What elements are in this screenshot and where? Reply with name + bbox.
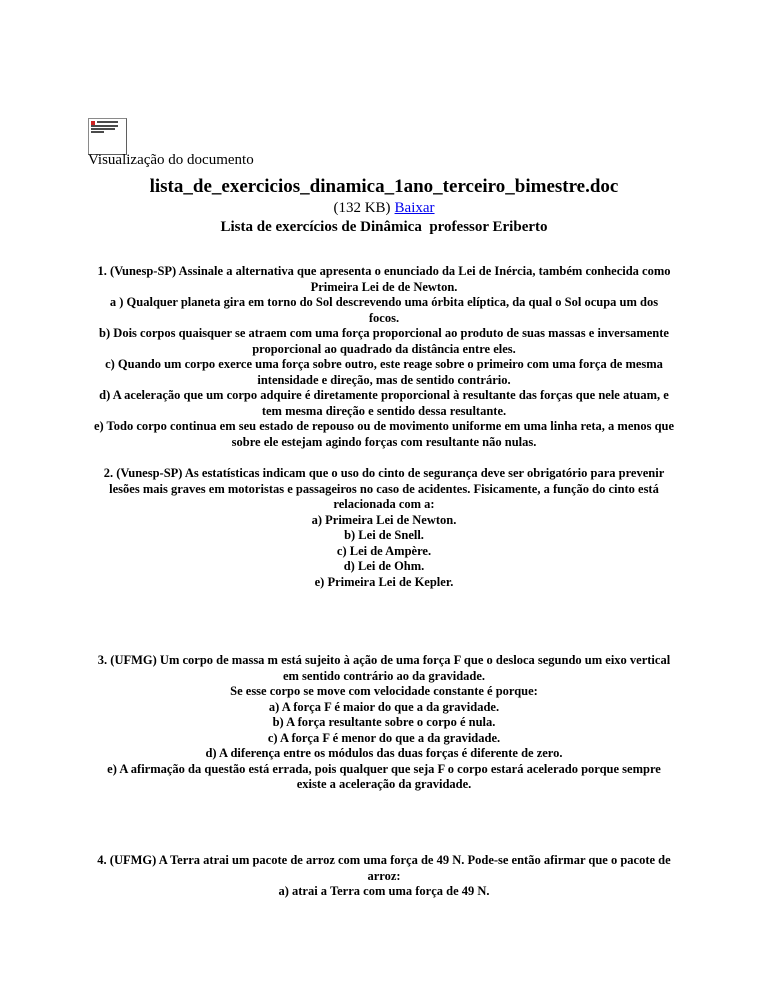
thumbnail-text-line: [91, 128, 115, 130]
question-line: Se esse corpo se move com velocidade constante é porque:: [230, 684, 538, 698]
question-line: e) A afirmação da questão está errada, pois qualquer que seja F o corpo estará acelerado porque sempre: [107, 761, 661, 776]
thumbnail-text-line: [97, 121, 118, 123]
question-line: em sentido contrário ao da gravidade.: [282, 668, 486, 683]
question-line: a) A força F é maior do que a da gravidade.: [268, 699, 500, 714]
question-line: b) Dois corpos quaisquer se atraem com uma força proporcional ao produto de suas massas e inversamente: [99, 326, 669, 340]
question-line: a) atrai a Terra com uma força de 49 N.: [278, 884, 490, 898]
file-size: (132 KB): [333, 200, 391, 216]
question-line: e) Primeira Lei de Kepler.: [314, 574, 454, 589]
question-line: a ) Qualquer planeta gira em torno do Sol descrevendo uma órbita elíptica, da qual o Sol ocupa um dos: [109, 295, 659, 309]
question-line: d) A aceleração que um corpo adquire é diretamente proporcional à resultante das forças que nele atuam, e: [99, 388, 669, 402]
document-thumbnail-icon[interactable]: [88, 118, 127, 155]
question-2: [88, 466, 680, 590]
thumbnail-text-line: [91, 131, 104, 133]
question-line: c) A força F é menor do que a da gravidade.: [267, 730, 501, 745]
question-line: existe a aceleração da gravidade.: [296, 777, 472, 791]
question-line: b) A força resultante sobre o corpo é nula.: [272, 715, 496, 729]
question-line: 3. (UFMG) Um corpo de massa m está sujeito à ação de uma força F que o desloca segundo um eixo vertical: [97, 653, 671, 667]
question-line: tem mesma direção e sentido dessa resultante.: [261, 403, 507, 418]
download-link[interactable]: Baixar: [394, 200, 435, 216]
thumbnail-text-line: [91, 125, 118, 127]
question-3: [88, 653, 680, 793]
question-line: c) Quando um corpo exerce uma força sobre outro, este reage sobre o primeiro com uma força de mesma: [105, 357, 663, 371]
question-4: [88, 853, 680, 900]
question-line: a) Primeira Lei de Newton.: [311, 512, 457, 527]
viewer-caption: Visualização do documento: [88, 152, 254, 168]
question-line: 1. (Vunesp-SP) Assinale a alternativa que apresenta o enunciado da Lei de Inércia, também conhecida como: [97, 264, 671, 278]
question-line: b) Lei de Snell.: [344, 528, 424, 542]
question-line: 2. (Vunesp-SP) As estatísticas indicam que o uso do cinto de segurança deve ser obrigatório para prevenir: [103, 466, 665, 480]
question-line: 4. (UFMG) A Terra atrai um pacote de arroz com uma força de 49 N. Pode-se então afirmar que o pacote de: [97, 853, 671, 867]
question-line: focos.: [368, 310, 400, 325]
question-line: c) Lei de Ampère.: [336, 543, 432, 558]
question-line: arroz:: [367, 868, 401, 883]
file-name-title: lista_de_exercicios_dinamica_1ano_terceiro_bimestre.doc: [149, 176, 619, 197]
question-line: relacionada com a:: [333, 497, 435, 511]
question-line: e) Todo corpo continua em seu estado de repouso ou de movimento uniforme em uma linha reta, a menos que: [93, 419, 675, 433]
question-line: lesões mais graves em motoristas e passageiros no caso de acidentes. Fisicamente, a função do cinto está: [109, 481, 659, 496]
question-line: sobre ele estejam agindo forças com resultante não nulas.: [231, 434, 537, 449]
question-line: d) A diferença entre os módulos das duas forças é diferente de zero.: [205, 746, 563, 760]
question-line: d) Lei de Ohm.: [343, 559, 425, 573]
question-line: Primeira Lei de de Newton.: [310, 279, 458, 294]
question-line: intensidade e direção, mas de sentido contrário.: [257, 372, 511, 387]
question-1: [88, 264, 680, 450]
file-size-line: [0, 199, 768, 217]
question-line: proporcional ao quadrado da distância entre eles.: [252, 341, 516, 356]
document-heading: Lista de exercícios de Dinâmica professor Eriberto: [220, 219, 548, 235]
